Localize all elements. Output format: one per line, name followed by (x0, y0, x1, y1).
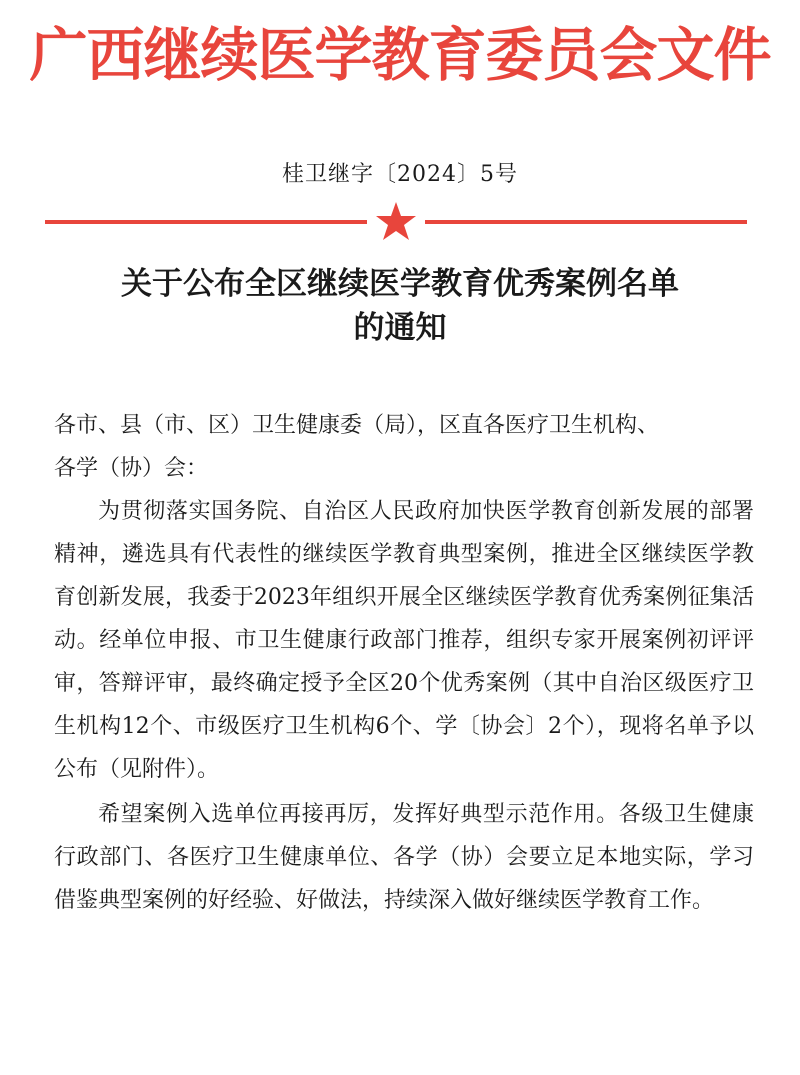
document-number: 桂卫继字〔2024〕5号 (282, 162, 518, 187)
star-icon (374, 200, 418, 244)
salutation-line2: 各学（协）会： (54, 456, 209, 481)
notice-title-line1: 关于公布全区继续医学教育优秀案例名单 (121, 266, 679, 302)
document-header-title: 广西继续医学教育委员会文件 (29, 21, 771, 89)
paragraph-1: 为贯彻落实国务院、自治区人民政府加快医学教育创新发展的部署精神，遴选具有代表性的继续医学教育典型案例，推进全区继续医学教育创新发展，我委于2023年组织开展全区继续医学教育优秀案例征集活动。经单位申报、市卫生健康行政部门推荐，组织专家开展案例初评评审，答辩评审，最终确定授予全区20个优秀案例（其中自治区级医疗卫生机构12个、市级医疗卫生机构6个、学〔协会〕2个），现将名单予以公布（见附件）。 (54, 499, 754, 782)
paragraph-2: 希望案例入选单位再接再厉，发挥好典型示范作用。各级卫生健康行政部门、各医疗卫生健康单位、各学（协）会要立足本地实际，学习借鉴典型案例的好经验、好做法，持续深入做好继续医学教育工作。 (54, 802, 754, 913)
divider-left (45, 220, 367, 224)
divider-right (425, 220, 747, 224)
notice-title-line2: 的通知 (353, 310, 447, 346)
salutation-line1: 各市、县（市、区）卫生健康委（局），区直各医疗卫生机构、 (54, 413, 660, 438)
notice-title (0, 262, 800, 350)
document-body (54, 404, 754, 922)
